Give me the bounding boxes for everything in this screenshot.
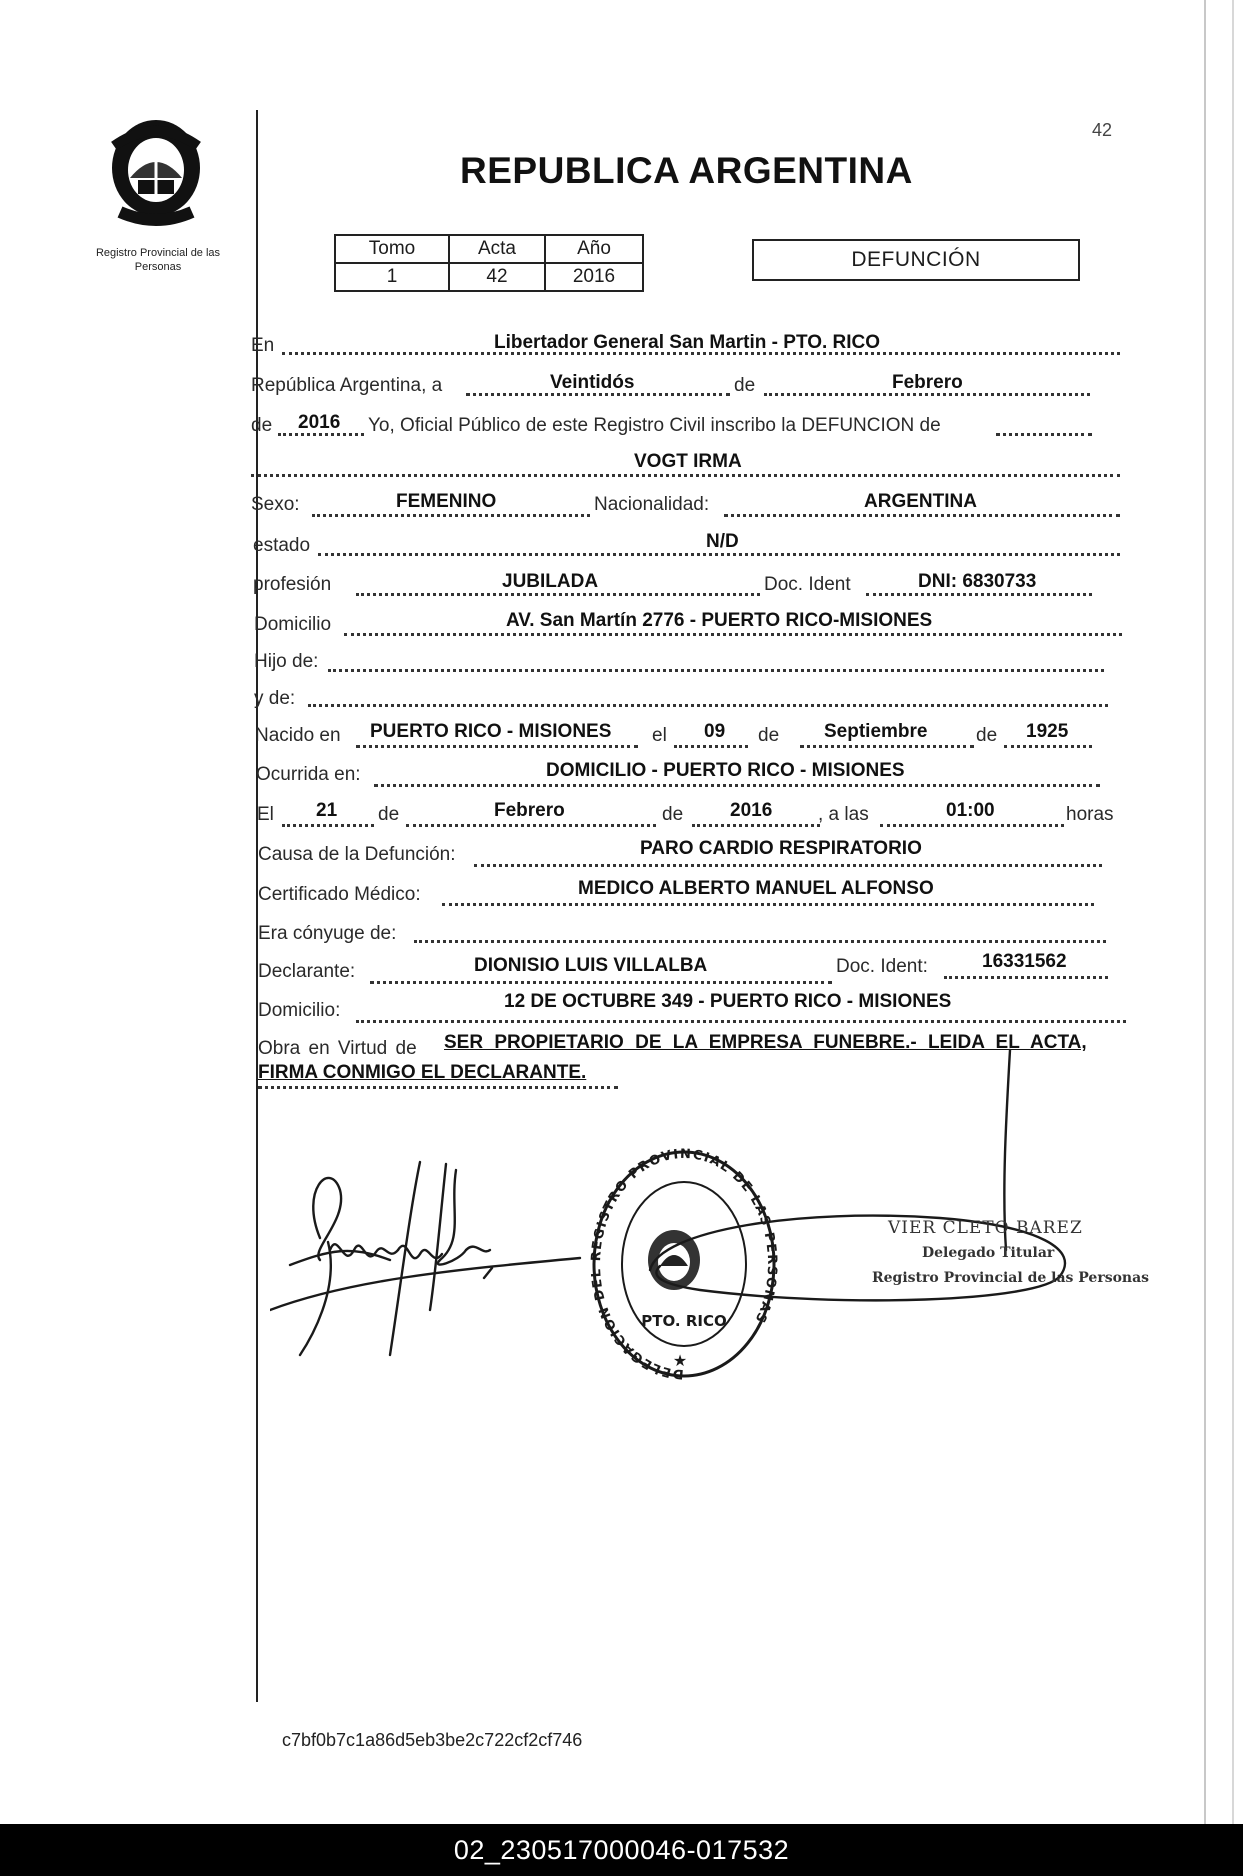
register-header-anio: Año — [545, 235, 643, 263]
profesion-label: profesión — [253, 574, 332, 595]
dotted-line — [880, 824, 1064, 827]
de-label: de — [734, 375, 756, 396]
dotted-line — [692, 824, 820, 827]
decl-domicilio-label: Domicilio: — [258, 1000, 341, 1021]
death-year: 2016 — [730, 800, 773, 821]
dotted-line — [1004, 745, 1092, 748]
obra-value-line1: SER PROPIETARIO DE LA EMPRESA FUNEBRE.- LEIDA EL ACTA, — [444, 1032, 1087, 1053]
page-number: 42 — [1092, 120, 1113, 140]
conyuge-label: Era cónyuge de: — [258, 923, 397, 944]
domicilio-label: Domicilio — [254, 614, 332, 635]
en-label: En — [251, 335, 275, 356]
dotted-line — [374, 784, 1100, 787]
birth-de1-label: de — [758, 725, 780, 746]
register-header-tomo: Tomo — [335, 235, 449, 263]
estado-label: estado — [253, 535, 311, 556]
page-edge-line — [1232, 0, 1234, 1824]
dotted-line — [800, 745, 974, 748]
horas-label: horas — [1066, 804, 1114, 825]
dotted-line — [414, 940, 1106, 943]
death-de2-label: de — [662, 804, 684, 825]
register-value-anio: 2016 — [545, 263, 643, 291]
footer-bar — [0, 1824, 1243, 1876]
declarant-signature — [270, 1150, 590, 1360]
birth-month: Septiembre — [824, 721, 928, 742]
estado-value: N/D — [706, 531, 739, 552]
decl-domicilio-value: 12 DE OCTUBRE 349 - PUERTO RICO - MISIONES — [504, 991, 952, 1012]
dotted-line — [356, 745, 638, 748]
document-hash: c7bf0b7c1a86d5eb3be2c722cf2cf746 — [282, 1730, 583, 1750]
official-title: Delegado Titular — [922, 1245, 1055, 1261]
dotted-line — [308, 704, 1108, 707]
death-de1-label: de — [378, 804, 400, 825]
el-label: el — [652, 725, 667, 746]
register-value-tomo: 1 — [335, 263, 449, 291]
death-month: Febrero — [494, 800, 565, 821]
record-type-box: DEFUNCIÓN — [752, 239, 1080, 281]
page-edge-line — [1204, 0, 1206, 1824]
dotted-line — [258, 1086, 618, 1089]
certificado-value: MEDICO ALBERTO MANUEL ALFONSO — [578, 878, 934, 899]
country-title: REPUBLICA ARGENTINA — [460, 150, 913, 191]
declarante-label: Declarante: — [258, 961, 356, 982]
death-time: 01:00 — [946, 800, 995, 821]
nacionalidad-value: ARGENTINA — [864, 491, 977, 512]
official-name: VIER CLETO BAREZ — [888, 1218, 1083, 1238]
birth-day: 09 — [704, 721, 726, 742]
birth-year: 1925 — [1026, 721, 1069, 742]
deceased-name: VOGT IRMA — [634, 451, 742, 472]
dotted-line — [282, 824, 374, 827]
decl-doc-value: 16331562 — [982, 951, 1067, 972]
dotted-line — [251, 474, 1120, 477]
causa-label: Causa de la Defunción: — [258, 844, 456, 865]
death-el-label: El — [257, 804, 274, 825]
dotted-line — [344, 633, 1122, 636]
republica-label: República Argentina, a — [251, 375, 443, 396]
obra-value-line2: FIRMA CONMIGO EL DECLARANTE. — [258, 1062, 587, 1083]
profesion-value: JUBILADA — [502, 571, 599, 592]
domicilio-value: AV. San Martín 2776 - PUERTO RICO-MISIONES — [506, 610, 933, 631]
sexo-label: Sexo: — [251, 494, 300, 515]
dotted-line — [328, 669, 1104, 672]
barcode-text: 02_230517000046-017532 — [453, 1835, 790, 1865]
obra-label: Obra en Virtud de — [258, 1038, 417, 1059]
yde-label: y de: — [254, 688, 296, 709]
ocurrida-value: DOMICILIO - PUERTO RICO - MISIONES — [546, 760, 905, 781]
dotted-line — [356, 1020, 1126, 1023]
stamp-star-icon: ★ — [672, 1353, 688, 1370]
official-signature — [640, 1040, 1100, 1330]
nacido-label: Nacido en — [255, 725, 341, 746]
dotted-line — [356, 593, 760, 596]
dotted-line — [442, 903, 1094, 906]
hijo-label: Hijo de: — [254, 651, 319, 672]
dotted-line — [318, 553, 1120, 556]
official-office: Registro Provincial de las Personas — [872, 1270, 1150, 1286]
doc-label: Doc. Ident — [764, 574, 851, 595]
causa-value: PARO CARDIO RESPIRATORIO — [640, 838, 922, 859]
year-value: 2016 — [298, 412, 341, 433]
declarante-value: DIONISIO LUIS VILLALBA — [474, 955, 708, 976]
month-value: Febrero — [892, 372, 963, 393]
birth-de2-label: de — [976, 725, 998, 746]
sexo-value: FEMENINO — [396, 491, 497, 512]
dotted-line — [674, 745, 748, 748]
ocurrida-label: Ocurrida en: — [256, 764, 361, 785]
emblem-caption: Registro Provincial de las Personas — [95, 247, 221, 273]
dotted-line — [866, 593, 1092, 596]
doc-value: DNI: 6830733 — [918, 571, 1037, 592]
day-value: Veintidós — [550, 372, 635, 393]
year-label: de — [251, 415, 273, 436]
dotted-line — [370, 981, 832, 984]
register-table — [334, 234, 644, 292]
inscribe-text: Yo, Oficial Público de este Registro Civil inscribo la DEFUNCION de — [368, 415, 941, 436]
province-emblem — [86, 116, 226, 236]
register-header-acta: Acta — [449, 235, 545, 263]
stamp-ring-text: DELEGACION DEL REGISTRO PROVINCIAL DE LAS PERSONAS — [588, 1146, 780, 1382]
dotted-line — [996, 433, 1092, 436]
death-day: 21 — [316, 800, 338, 821]
certificado-label: Certificado Médico: — [258, 884, 421, 905]
dotted-line — [312, 514, 590, 517]
alas-label: , a las — [818, 804, 869, 825]
dotted-line — [474, 864, 1102, 867]
dotted-line — [406, 824, 656, 827]
en-value: Libertador General San Martin - PTO. RICO — [494, 332, 881, 353]
stamp-center-text: PTO. RICO — [641, 1312, 727, 1330]
emblem-icon — [86, 116, 226, 236]
decl-doc-label: Doc. Ident: — [836, 956, 928, 977]
nacido-value: PUERTO RICO - MISIONES — [370, 721, 612, 742]
register-value-acta: 42 — [449, 263, 545, 291]
nacionalidad-label: Nacionalidad: — [594, 494, 710, 515]
dotted-line — [944, 976, 1108, 979]
dotted-line — [724, 514, 1120, 517]
